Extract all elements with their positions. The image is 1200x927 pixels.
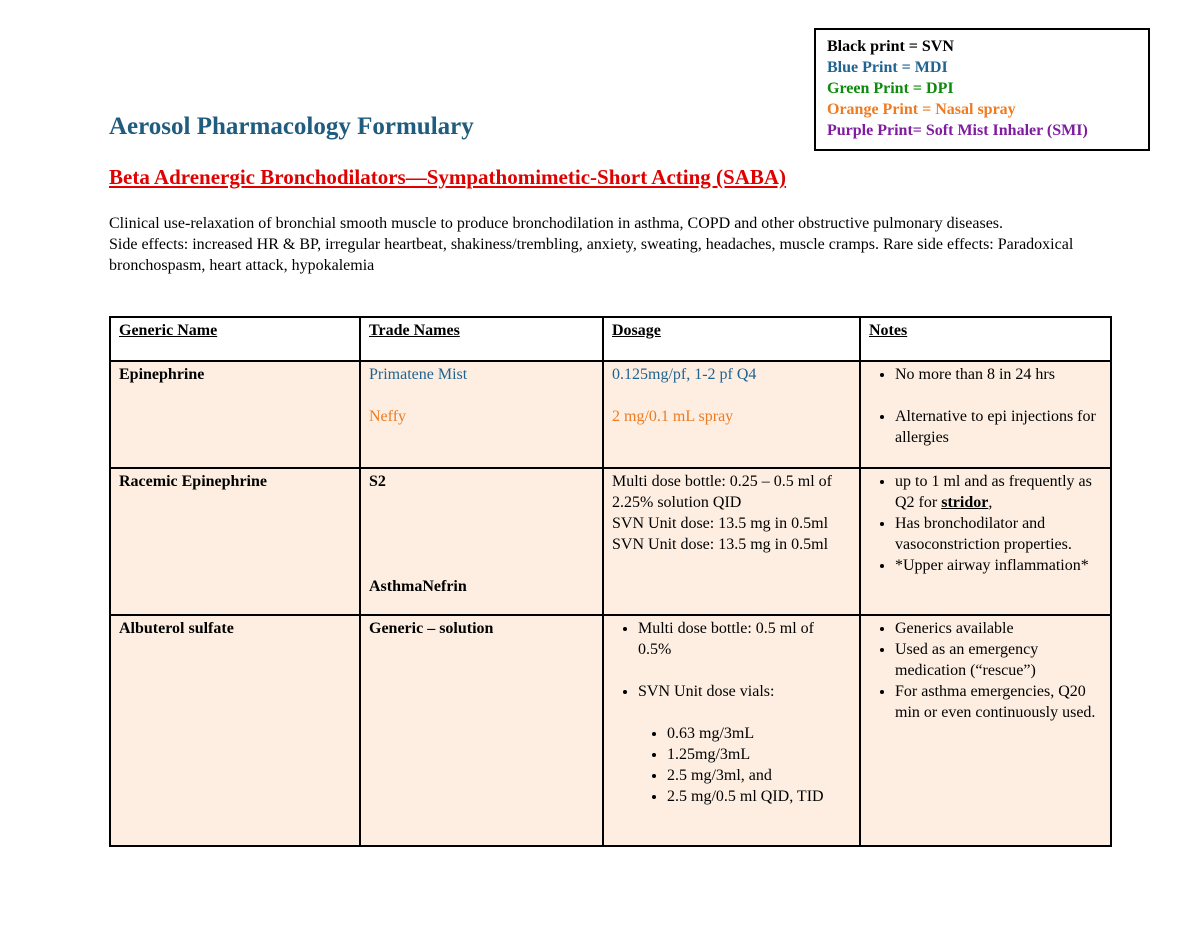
vial-list [612,723,851,807]
notes-list [869,364,1102,448]
trade-epinephrine [360,361,603,468]
color-legend-box [814,28,1150,151]
list-item: • Alternative to epi injections for allergies [895,406,1102,448]
list-item: • No more than 8 in 24 hrs [895,364,1102,385]
list-item: • Has bronchodilator and vasoconstriction properties. [895,513,1102,555]
list-item: • Multi dose bottle: 0.5 ml of 0.5% [638,618,851,660]
table-row-epinephrine [110,361,1111,468]
dosage-svn-s2: SVN Unit dose: 13.5 mg in 0.5ml [612,515,829,532]
notes-racemic [860,468,1111,615]
header-notes: Notes [860,317,1111,361]
section-heading: Beta Adrenergic Bronchodilators—Sympathomimetic-Short Acting (SABA) [109,165,787,189]
list-item: • For asthma emergencies, Q20 min or even continuously used. [895,681,1102,723]
dosage-svn-asthmanefrin: SVN Unit dose: 13.5 mg in 0.5ml [612,536,829,553]
page-title: Aerosol Pharmacology Formulary [109,113,474,140]
list-item: • Generics available [895,618,1102,639]
list-item: • *Upper airway inflammation* [895,555,1102,576]
stridor-emphasis: stridor [941,494,989,511]
trade-primatene-mist: Primatene Mist [369,366,468,383]
legend-nasal-spray: Orange Print = Nasal spray [827,101,1016,118]
notes-list [869,471,1102,576]
trade-neffy: Neffy [369,408,407,425]
dosage-list [612,618,851,702]
notes-albuterol [860,615,1111,846]
formulary-table [109,316,1112,847]
legend-dpi: Green Print = DPI [827,80,954,97]
dosage-albuterol [603,615,860,846]
trade-albuterol: Generic – solution [360,615,603,846]
notes-epinephrine [860,361,1111,468]
legend-svn: Black print = SVN [827,38,954,55]
header-dosage: Dosage [603,317,860,361]
dosage-neffy: 2 mg/0.1 mL spray [612,408,734,425]
generic-racemic-epinephrine: Racemic Epinephrine [110,468,360,615]
header-generic-name: Generic Name [110,317,360,361]
legend-mdi: Blue Print = MDI [827,59,948,76]
notes-list [869,618,1102,723]
clinical-use-text: Clinical use-relaxation of bronchial smooth muscle to produce bronchodilation in asthma, COPD and other obstructive pulmonary diseases. [109,215,1004,232]
legend-smi: Purple Print= Soft Mist Inhaler (SMI) [827,122,1088,139]
dosage-racemic [603,468,860,615]
dosage-epinephrine [603,361,860,468]
trade-racemic [360,468,603,615]
list-item: • 0.63 mg/3mL [667,723,851,744]
dosage-multi-dose: Multi dose bottle: 0.25 – 0.5 ml of 2.25% solution QID [612,473,832,511]
list-item: • 2.5 mg/0.5 ml QID, TID [667,786,851,807]
table-row-racemic-epinephrine [110,468,1111,615]
table-row-albuterol [110,615,1111,846]
list-item: • 1.25mg/3mL [667,744,851,765]
generic-albuterol: Albuterol sulfate [110,615,360,846]
trade-s2: S2 [369,473,386,490]
list-item: • SVN Unit dose vials: [638,681,851,702]
list-item: • up to 1 ml and as frequently as Q2 for stridor, [895,471,1102,513]
dosage-primatene: 0.125mg/pf, 1-2 pf Q4 [612,366,757,383]
side-effects-text: Side effects: increased HR & BP, irregular heartbeat, shakiness/trembling, anxiety, sweating, headaches, muscle cramps. Rare side effects: Paradoxical bronchospasm, heart attack, hypokalemia [109,236,1074,274]
generic-epinephrine: Epinephrine [110,361,360,468]
list-item: • Used as an emergency medication (“rescue”) [895,639,1102,681]
header-trade-names: Trade Names [360,317,603,361]
intro-text [109,213,1099,276]
table-header-row [110,317,1111,361]
trade-asthmanefrin: AsthmaNefrin [369,578,467,595]
list-item: • 2.5 mg/3ml, and [667,765,851,786]
